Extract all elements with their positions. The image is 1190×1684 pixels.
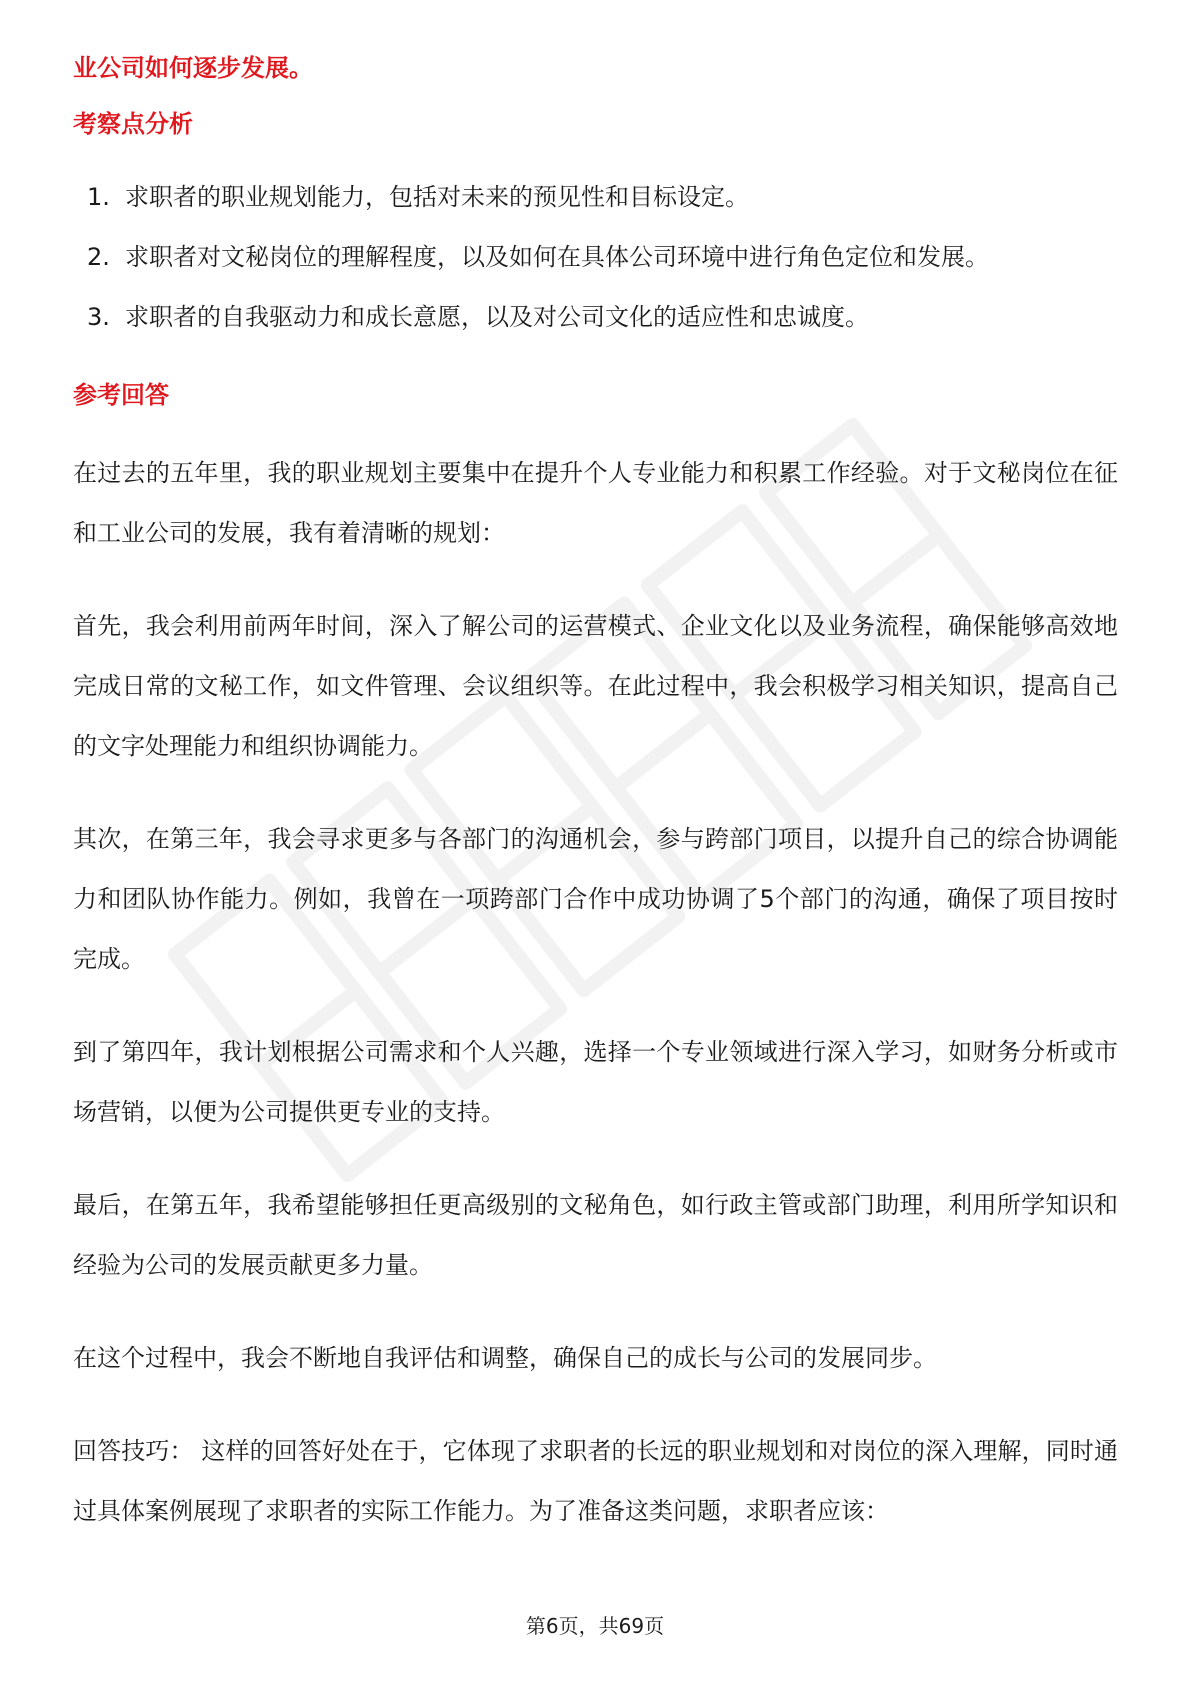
analysis-list xyxy=(73,167,1118,347)
answer-paragraph: 其次，在第三年，我会寻求更多与各部门的沟通机会，参与跨部门项目，以提升自己的综合协调能力和团队协作能力。例如，我曾在一项跨部门合作中成功协调了5个部门的沟通，确保了项目按时完成。 xyxy=(73,825,1118,973)
answer-paragraph: 最后，在第五年，我希望能够担任更高级别的文秘角色，如行政主管或部门助理，利用所学知识和经验为公司的发展贡献更多力量。 xyxy=(73,1191,1118,1279)
list-item-number: 2. xyxy=(87,243,110,271)
document-page xyxy=(73,50,1118,1574)
list-item-number: 1. xyxy=(87,183,110,211)
analysis-heading: 考察点分析 xyxy=(73,110,193,138)
page-number-footer: 第6页，共69页 xyxy=(525,1614,665,1638)
answer-paragraph: 首先，我会利用前两年时间，深入了解公司的运营模式、企业文化以及业务流程，确保能够高效地完成日常的文秘工作，如文件管理、会议组织等。在此过程中，我会积极学习相关知识，提高自己的文字处理能力和组织协调能力。 xyxy=(73,612,1118,760)
answer-heading: 参考回答 xyxy=(73,381,169,409)
answer-tips-paragraph: 回答技巧： 这样的回答好处在于，它体现了求职者的长远的职业规划和对岗位的深入理解，同时通过具体案例展现了求职者的实际工作能力。为了准备这类问题，求职者应该： xyxy=(73,1437,1118,1525)
answer-paragraph: 到了第四年，我计划根据公司需求和个人兴趣，选择一个专业领域进行深入学习，如财务分析或市场营销，以便为公司提供更专业的支持。 xyxy=(73,1038,1118,1126)
list-item-number: 3. xyxy=(87,303,110,331)
list-item xyxy=(73,167,1118,227)
answer-paragraph: 在这个过程中，我会不断地自我评估和调整，确保自己的成长与公司的发展同步。 xyxy=(73,1344,937,1372)
list-item-text: 求职者的自我驱动力和成长意愿，以及对公司文化的适应性和忠诚度。 xyxy=(125,303,869,331)
list-item-text: 求职者对文秘岗位的理解程度，以及如何在具体公司环境中进行角色定位和发展。 xyxy=(125,243,989,271)
list-item-text: 求职者的职业规划能力，包括对未来的预见性和目标设定。 xyxy=(125,183,749,211)
answer-paragraph: 在过去的五年里，我的职业规划主要集中在提升个人专业能力和积累工作经验。对于文秘岗位在征和工业公司的发展，我有着清晰的规划： xyxy=(73,459,1118,547)
continuation-heading: 业公司如何逐步发展。 xyxy=(73,54,313,82)
list-item xyxy=(73,287,1118,347)
list-item xyxy=(73,227,1118,287)
